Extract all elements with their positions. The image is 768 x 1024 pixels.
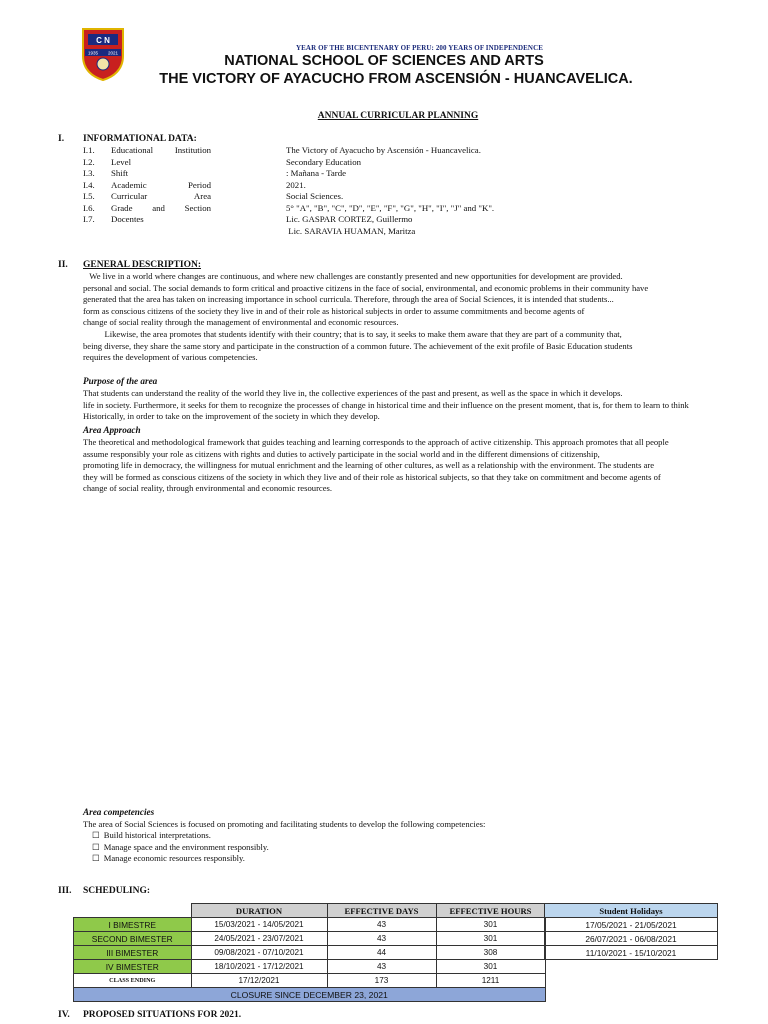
- duration-cell: 24/05/2021 - 23/07/2021: [191, 932, 327, 946]
- table-row: [74, 960, 546, 974]
- text-line: We live in a world where changes are continuous, and where new challenges are constantly presented and new opportunities for development are provided.: [83, 271, 623, 281]
- class-ending-row: [74, 974, 546, 988]
- info-row-value: Lic. GASPAR CORTEZ, Guillermo: [286, 214, 413, 224]
- class-ending-label: CLASS ENDING: [74, 974, 192, 988]
- holiday-row: [545, 946, 718, 960]
- svg-text:2021: 2021: [107, 50, 119, 56]
- holiday-row: [545, 918, 718, 932]
- competencies-list: [92, 830, 768, 865]
- effective-hours-cell: 301: [436, 960, 545, 974]
- info-row-label-word: Educational: [111, 145, 154, 155]
- holiday-period-cell: 17/05/2021 - 21/05/2021: [545, 918, 718, 932]
- text-line: change of social reality through the management of environmental and economic resources.: [83, 317, 399, 328]
- info-row: [83, 180, 683, 192]
- competency-text: Manage economic resources responsibly.: [103, 853, 245, 864]
- info-row: [83, 145, 683, 157]
- info-row-label: [111, 180, 211, 192]
- text-line: change of social reality, through environmental and economic resources.: [83, 483, 333, 494]
- info-row-label-word: Shift: [111, 168, 129, 178]
- competency-item: [92, 842, 768, 854]
- checkbox-bullet-icon: ☐: [92, 841, 100, 852]
- info-row-value: Secondary Education: [286, 156, 361, 167]
- effective-hours-cell: 301: [436, 932, 545, 946]
- competency-text: Manage space and the environment responsibly.: [103, 841, 269, 852]
- header-effective-hours: EFFECTIVE HOURS: [436, 904, 545, 918]
- info-row: [83, 214, 683, 226]
- info-row-label: [111, 157, 251, 169]
- effective-days-cell: 43: [327, 960, 436, 974]
- info-row-number: I.5.: [83, 191, 95, 201]
- competencies-heading: Area competencies: [83, 807, 155, 817]
- holidays-table: [544, 903, 718, 960]
- info-row-number: I.1.: [83, 145, 95, 155]
- info-row-label: [111, 191, 211, 203]
- closure-row: [74, 988, 546, 1002]
- text-line: That students can understand the reality of the world they live in, the collective experiences of the past and present, as well as the space in which it develops.: [83, 388, 623, 398]
- text-line: Likewise, the area promotes that students identify with their country; that is to say, it seeks to make them aware that they are part of a community that,: [83, 329, 622, 339]
- scheduling-header-row: [74, 904, 546, 918]
- info-row-number: I.2.: [83, 156, 95, 167]
- holiday-period-cell: 11/10/2021 - 15/10/2021: [545, 946, 718, 960]
- table-row: [74, 946, 546, 960]
- header-effective-days: EFFECTIVE DAYS: [327, 904, 436, 918]
- info-row-label: [111, 168, 251, 180]
- text-line: assume responsibly your role as citizens with rights and duties to actively participate in the social world and in the different dimensions of citizenship,: [83, 448, 600, 459]
- school-name-line2: THE VICTORY OF AYACUCHO FROM ASCENSIÓN - HUANCAVELICA.: [159, 71, 633, 87]
- info-row: [83, 226, 683, 238]
- checkbox-bullet-icon: ☐: [92, 830, 100, 840]
- svg-text:C N: C N: [96, 36, 110, 45]
- bimester-name-cell: III BIMESTER: [74, 946, 192, 960]
- section1-title: INFORMATIONAL DATA:: [83, 134, 197, 144]
- text-line: requires the development of various competencies.: [83, 352, 258, 363]
- info-row-label-word: Section: [184, 202, 211, 213]
- holiday-row: [545, 932, 718, 946]
- approach-paragraph: [83, 437, 768, 495]
- section2-title: GENERAL DESCRIPTION:: [83, 260, 201, 270]
- effective-hours-cell: 308: [436, 946, 545, 960]
- approach-heading: Area Approach: [83, 425, 141, 435]
- header-blank-cell: [74, 904, 192, 918]
- text-line: personal and social. The social demands to form critical and proactive citizens in the face of social, environmental, and economic problems in their community have: [83, 282, 649, 293]
- effective-days-cell: 44: [327, 946, 436, 960]
- section3-title: SCHEDULING:: [83, 886, 151, 896]
- text-line: being diverse, they share the same story and participate in the construction of a common future. The achievement of the exit profile of Basic Education students: [83, 340, 633, 351]
- info-row-label: [111, 203, 211, 215]
- info-row-value: Social Sciences.: [286, 191, 344, 201]
- bimester-name-cell: IV BIMESTER: [74, 960, 192, 974]
- info-row-label-word: Academic: [111, 179, 147, 190]
- holiday-period-cell: 26/07/2021 - 06/08/2021: [545, 932, 718, 946]
- info-row-number: I.6.: [83, 202, 95, 213]
- section1-number: I.: [58, 134, 65, 144]
- text-line: Historically, in order to take on the improvement of the society in which they develop.: [83, 411, 380, 422]
- bicentenary-motto: YEAR OF THE BICENTENARY OF PERU: 200 YEARS OF INDEPENDENCE: [296, 44, 544, 52]
- section4-number: IV.: [58, 1010, 70, 1020]
- info-row-value: Lic. SARAVIA HUAMAN, Maritza: [286, 225, 416, 236]
- info-row-label-word: Period: [188, 179, 211, 190]
- text-line: The theoretical and methodological framework that guides teaching and learning corresponds to the approach of active citizenship. This approach promotes that all people: [83, 437, 669, 447]
- svg-text:1935: 1935: [87, 50, 99, 56]
- section4-title: PROPOSED SITUATIONS FOR 2021.: [83, 1010, 242, 1020]
- text-line: form as conscious citizens of the society they live in and of their role as historical subjects in order to assume commitments and become agents of: [83, 305, 585, 316]
- holidays-header: Student Holidays: [545, 904, 718, 918]
- text-line: life in society. Furthermore, it seeks for them to recognize the processes of change in historical time and their influence on the present moment, that is, for them to learn to think: [83, 399, 689, 410]
- section3-number: III.: [58, 886, 72, 896]
- table-row: [74, 918, 546, 932]
- competencies-intro: The area of Social Sciences is focused on promoting and facilitating students to develop the following competencies:: [83, 819, 486, 829]
- info-row-number: I.4.: [83, 179, 95, 190]
- info-row-value: : Mañana - Tarde: [286, 168, 347, 178]
- section2-number: II.: [58, 260, 68, 270]
- info-row-label-word: Institution: [174, 145, 211, 155]
- scheduling-table: [73, 903, 546, 1002]
- effective-hours-cell: 301: [436, 918, 545, 932]
- info-row: [83, 157, 683, 169]
- info-row-label-word: and: [152, 202, 165, 213]
- info-row-number: I.7.: [83, 214, 95, 224]
- info-row-label-word: Docentes: [111, 214, 144, 224]
- general-description-paragraph2: [83, 329, 768, 364]
- effective-days-cell: 43: [327, 918, 436, 932]
- table-row: [74, 932, 546, 946]
- closure-date-cell: CLOSURE SINCE DECEMBER 23, 2021: [74, 988, 546, 1002]
- text-line: generated that the area has taken on increasing importance in school curricula. Therefore, through the area of Social Sciences, it is intended that students...: [83, 294, 614, 305]
- info-row-value: 5° "A", "B", "C", "D", "E", "F", "G", "H", "I", "J" and "K".: [286, 202, 495, 213]
- competency-text: Build historical interpretations.: [103, 830, 211, 840]
- class-ending-duration: 17/12/2021: [191, 974, 327, 988]
- info-row: [83, 168, 683, 180]
- duration-cell: 09/08/2021 - 07/10/2021: [191, 946, 327, 960]
- header-duration: DURATION: [191, 904, 327, 918]
- document-title: ANNUAL CURRICULAR PLANNING: [317, 111, 479, 121]
- info-row-number: I.3.: [83, 168, 95, 178]
- effective-days-cell: 43: [327, 932, 436, 946]
- info-row-label-word: Area: [193, 191, 211, 201]
- info-row-value: The Victory of Ayacucho by Ascensión - Huancavelica.: [286, 145, 481, 155]
- text-line: promoting life in democracy, the willingness for mutual enrichment and the learning of other cultures, as well as a relationship with the environment. The students are: [83, 460, 655, 471]
- total-effective-days: 173: [327, 974, 436, 988]
- duration-cell: 18/10/2021 - 17/12/2021: [191, 960, 327, 974]
- duration-cell: 15/03/2021 - 14/05/2021: [191, 918, 327, 932]
- total-effective-hours: 1211: [436, 974, 545, 988]
- general-description-paragraph1: [83, 271, 768, 329]
- purpose-heading: Purpose of the area: [83, 376, 158, 386]
- school-name-line1: NATIONAL SCHOOL OF SCIENCES AND ARTS: [224, 53, 544, 69]
- purpose-paragraph: [83, 388, 768, 423]
- competency-item: [92, 853, 768, 865]
- bimester-name-cell: I BIMESTRE: [74, 918, 192, 932]
- info-row: [83, 191, 683, 203]
- competency-item: [92, 830, 768, 842]
- info-row-label-word: Level: [111, 156, 132, 167]
- checkbox-bullet-icon: ☐: [92, 853, 100, 864]
- info-row-label-word: Curricular: [111, 191, 148, 201]
- info-row-value: 2021.: [286, 179, 306, 190]
- info-row: [83, 203, 683, 215]
- info-row-label: [111, 214, 251, 226]
- bimester-name-cell: SECOND BIMESTER: [74, 932, 192, 946]
- info-row-label-word: Grade: [111, 202, 133, 213]
- info-row-label: [111, 145, 211, 157]
- text-line: they will be formed as conscious citizens of the society in which they live and of their role as historical subjects, so that they take on commitment and become agents of: [83, 471, 661, 482]
